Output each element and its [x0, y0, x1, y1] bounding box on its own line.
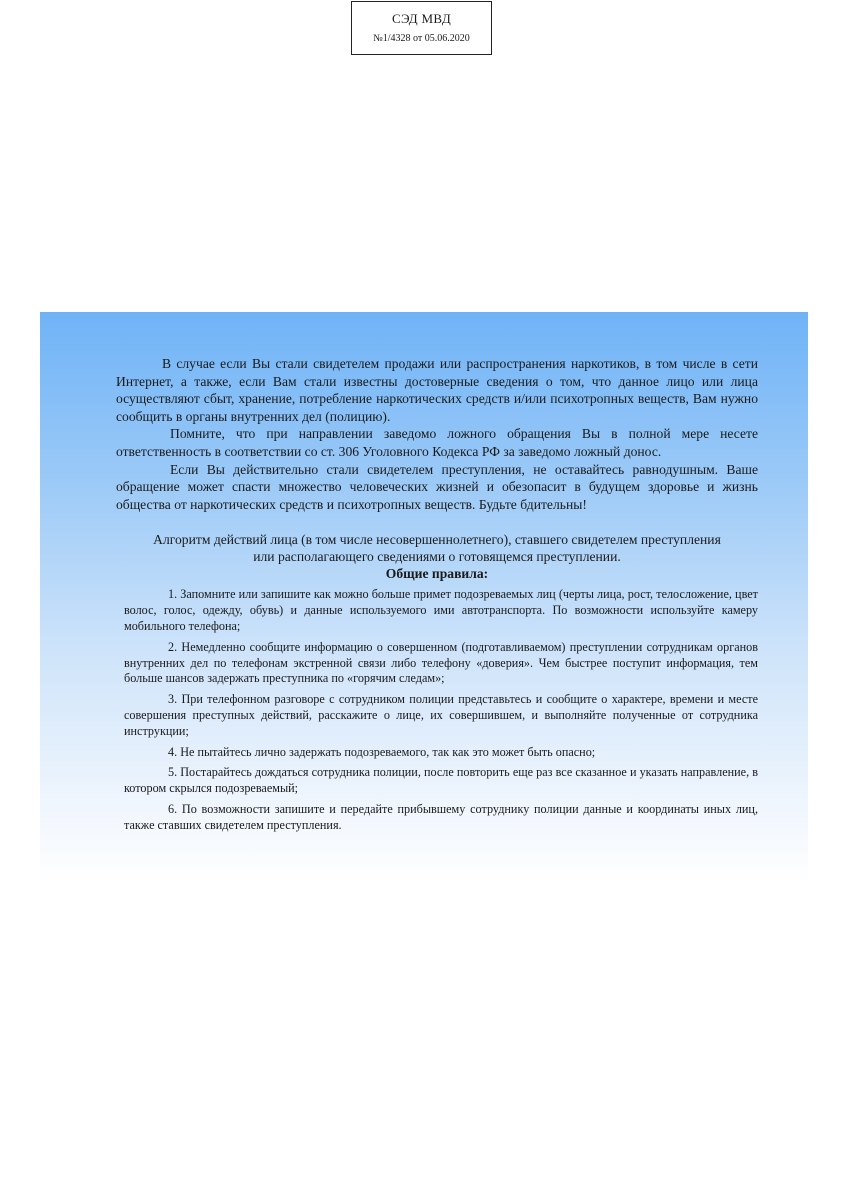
rule-item: 4. Не пытайтесь лично задержать подозреваемого, так как это может быть опасно; [168, 744, 596, 759]
algorithm-heading-line-1: Алгоритм действий лица (в том числе несовершеннолетнего), ставшего свидетелем преступления [153, 532, 721, 548]
registration-stamp [351, 1, 492, 55]
stamp-title: СЭД МВД [392, 11, 451, 26]
intro-paragraph-2: Помните, что при направлении заведомо ложного обращения Вы в полной мере несете ответственность в соответствии со ст. 306 Уголовного Кодекса РФ за заведомо ложный донос. [116, 426, 758, 459]
stamp-number: №1/4328 от 05.06.2020 [373, 33, 470, 44]
algorithm-heading [116, 531, 758, 565]
rules-title: Общие правила: [385, 566, 489, 582]
rule-item: 2. Немедленно сообщите информацию о совершенном (подготавливаемом) преступлении сотрудникам органов внутренних дел по телефонам экстренной связи либо телефону «доверия». Чем быстрее поступит информация, тем больше шансов задержать преступника по «горячим следам»; [124, 639, 758, 686]
rule-item: 3. При телефонном разговоре с сотрудником полиции представьтесь и сообщите о характере, времени и месте совершения преступных действий, расскажите о лице, их совершившем, и выполняйте полученные от сотрудника инструкции; [124, 692, 758, 738]
algorithm-heading-line-2: или располагающего сведениями о готовящемся преступлении. [253, 549, 621, 565]
rule-item: 1. Запомните или запишите как можно больше примет подозреваемых лиц (черты лица, рост, телосложение, цвет волос, голос, одежду, обувь) и данные используемого ими автотранспорта. По возможности используйте камеру мобильного телефона; [124, 587, 758, 633]
intro-paragraph-1: В случае если Вы стали свидетелем продажи или распространения наркотиков, в том числе в сети Интернет, а также, если Вам стали известны достоверные сведения о том, что данное лицо или лица осуществляют сбыт, хранение, потребление наркотических средств и/или психотропных веществ, Вам нужно сообщить в органы внутренних дел (полицию). [116, 356, 758, 424]
intro-paragraph-3: Если Вы действительно стали свидетелем преступления, не оставайтесь равнодушным. Ваше обращение может спасти множество человеческих жизней и обезопасит в будущем здоровье и жизнь общества от наркотических средств и психотропных веществ. Будьте бдительны! [116, 461, 758, 512]
rule-item: 6. По возможности запишите и передайте прибывшему сотруднику полиции данные и координаты иных лиц, также ставших свидетелем преступления. [124, 801, 758, 832]
rule-item: 5. Постарайтесь дождаться сотрудника полиции, после повторить еще раз все сказанное и указать направление, в котором скрылся подозреваемый; [124, 765, 758, 796]
info-panel-content [116, 355, 758, 839]
